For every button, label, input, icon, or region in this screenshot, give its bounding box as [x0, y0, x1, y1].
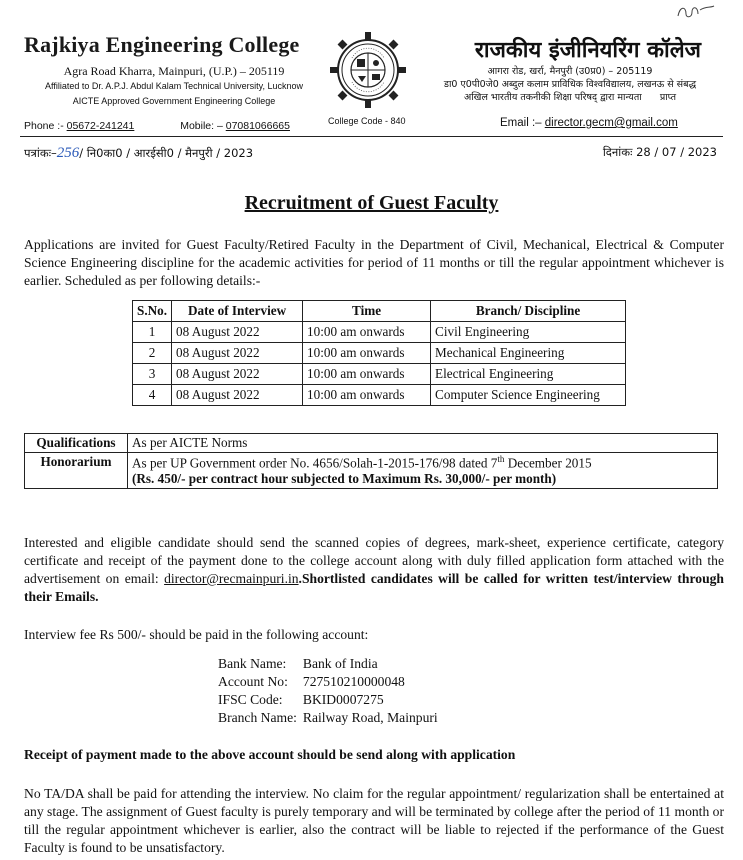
bank-row — [218, 691, 444, 709]
affiliation-hindi: डा0 ए0पी0जे0 अब्दुल कलाम प्राविधिक विश्वविद्यालय, लखनऊ से संबद्ध — [443, 79, 697, 90]
contact-line — [24, 120, 290, 132]
table-row — [133, 385, 626, 406]
bank-value: 727510210000048 — [302, 674, 405, 689]
affiliation-english: Affiliated to Dr. A.P.J. Abdul Kalam Technical University, Lucknow — [45, 81, 303, 91]
col-branch: Branch/ Discipline — [431, 301, 626, 322]
email-line — [500, 117, 678, 129]
address-hindi: आगरा रोड, खर्रा, मैनपुरी (उ0प्र0) – 205119 — [487, 66, 653, 77]
phone-link[interactable]: 05672-241241 — [66, 120, 135, 132]
bank-row — [218, 709, 444, 727]
intro-paragraph: Applications are invited for Guest Faculty/Retired Faculty in the Department of Civil, Mechanical, Electrical & Computer Science Engineering discipline for the academic activities for period of 11 months or till the regular appointment whichever is earlier. Scheduled as per following details:- — [24, 237, 724, 288]
qualifications-value: As per AICTE Norms — [128, 434, 718, 453]
cell-time: 10:00 am onwards — [303, 343, 431, 364]
qualifications-label: Qualifications — [25, 434, 128, 453]
honorarium-line1 — [132, 454, 713, 471]
honorarium-line2: (Rs. 450/- per contract hour subjected to Maximum Rs. 30,000/- per month) — [132, 471, 557, 487]
qualifications-table — [24, 433, 718, 489]
email-link[interactable]: director.gecm@gmail.com — [544, 117, 678, 129]
college-code: College Code - 840 — [328, 116, 406, 126]
email-label: Email :– — [500, 117, 545, 129]
shortlist-note: .Shortlisted candidates will be called for written test/interview through their Emails. — [24, 571, 724, 604]
approval-hindi: अखिल भारतीय तकनीकी शिक्षा परिषद् द्वारा मान्यता प्राप्त — [463, 92, 677, 103]
bank-value: BKID0007275 — [302, 692, 384, 707]
cell-date: 08 August 2022 — [172, 364, 303, 385]
mobile-label: Mobile: – — [180, 120, 226, 132]
bank-label: Bank Name: — [218, 656, 287, 671]
address-english: Agra Road Kharra, Mainpuri, (U.P.) – 205119 — [63, 64, 285, 78]
receipt-note: Receipt of payment made to the above account should be send along with application — [24, 747, 516, 762]
header-divider — [20, 136, 723, 137]
cell-branch: Civil Engineering — [431, 322, 626, 343]
schedule-table — [132, 300, 626, 406]
table-row — [133, 364, 626, 385]
schedule-header-row — [133, 301, 626, 322]
bank-details — [218, 655, 444, 727]
honorarium-date-text: December 2015 — [504, 455, 592, 471]
honorarium-value — [128, 453, 718, 489]
ref-suffix: / नि0का0 / आरईसी0 / मैनपुरी / 2023 — [79, 146, 254, 160]
honorarium-label: Honorarium — [25, 453, 128, 489]
cell-branch: Electrical Engineering — [431, 364, 626, 385]
fee-line: Interview fee Rs 500/- should be paid in the following account: — [24, 627, 369, 642]
phone-label: Phone :- — [24, 120, 67, 132]
honorarium-sup: th — [497, 454, 505, 464]
cell-date: 08 August 2022 — [172, 385, 303, 406]
signature-mark — [676, 4, 716, 24]
college-name-english: Rajkiya Engineering College — [24, 32, 300, 57]
ref-prefix: पत्रांकः– — [24, 146, 57, 160]
bank-value: Bank of India — [302, 656, 378, 671]
cell-branch: Computer Science Engineering — [431, 385, 626, 406]
bank-label: IFSC Code: — [218, 692, 283, 707]
letter-date: दिनांकः 28 / 07 / 2023 — [602, 145, 717, 159]
bank-value: Railway Road, Mainpuri — [302, 710, 438, 725]
address-block-english — [24, 64, 324, 109]
qualifications-row — [25, 434, 718, 453]
cell-date: 08 August 2022 — [172, 343, 303, 364]
interest-paragraph — [24, 534, 724, 606]
approval-english: AICTE Approved Government Engineering College — [72, 96, 276, 106]
table-row — [133, 343, 626, 364]
college-logo — [326, 28, 410, 112]
bank-label: Account No: — [218, 674, 288, 689]
interest-text: Interested and eligible candidate should send the scanned copies of degrees, mark-sheet, experience certificate, category certificate and receipt of the payment done to the college account along with duly filled application form attached with the advertisement on email: — [24, 535, 724, 586]
closing-paragraph: No TA/DA shall be paid for attending the interview. No claim for the regular appointment/ regularization shall be entertained at any stage. The assignment of Guest faculty is purely temporary and will be terminated by college after the period of 11 month or till the regular appointment whichever is earlier, also the contract will be liable to rejected if the performance of the Guest Faculty is found to be unsatisfactory. — [24, 786, 724, 855]
application-email-link[interactable]: director@recmainpuri.in — [164, 571, 299, 586]
cell-sno: 4 — [133, 385, 172, 406]
col-sno: S.No. — [133, 301, 172, 322]
cell-branch: Mechanical Engineering — [431, 343, 626, 364]
cell-time: 10:00 am onwards — [303, 364, 431, 385]
ref-handwritten-number: 256 — [56, 145, 80, 161]
mobile-link[interactable]: 07081066665 — [225, 120, 290, 132]
honorarium-order-text: As per UP Government order No. 4656/Solah-1-2015-176/98 dated 7 — [132, 455, 498, 471]
bank-row — [218, 673, 444, 691]
table-row — [133, 322, 626, 343]
page-title: Recruitment of Guest Faculty — [244, 192, 499, 214]
cell-sno: 3 — [133, 364, 172, 385]
col-time: Time — [303, 301, 431, 322]
reference-number — [24, 145, 253, 162]
cell-time: 10:00 am onwards — [303, 322, 431, 343]
address-block-hindi — [420, 64, 720, 103]
college-name-hindi: राजकीय इंजीनियरिंग कॉलेज — [474, 38, 701, 63]
honorarium-row — [25, 453, 718, 489]
bank-row — [218, 655, 444, 673]
bank-label: Branch Name: — [218, 710, 297, 725]
cell-time: 10:00 am onwards — [303, 385, 431, 406]
cell-sno: 2 — [133, 343, 172, 364]
cell-date: 08 August 2022 — [172, 322, 303, 343]
cell-sno: 1 — [133, 322, 172, 343]
col-date: Date of Interview — [172, 301, 303, 322]
